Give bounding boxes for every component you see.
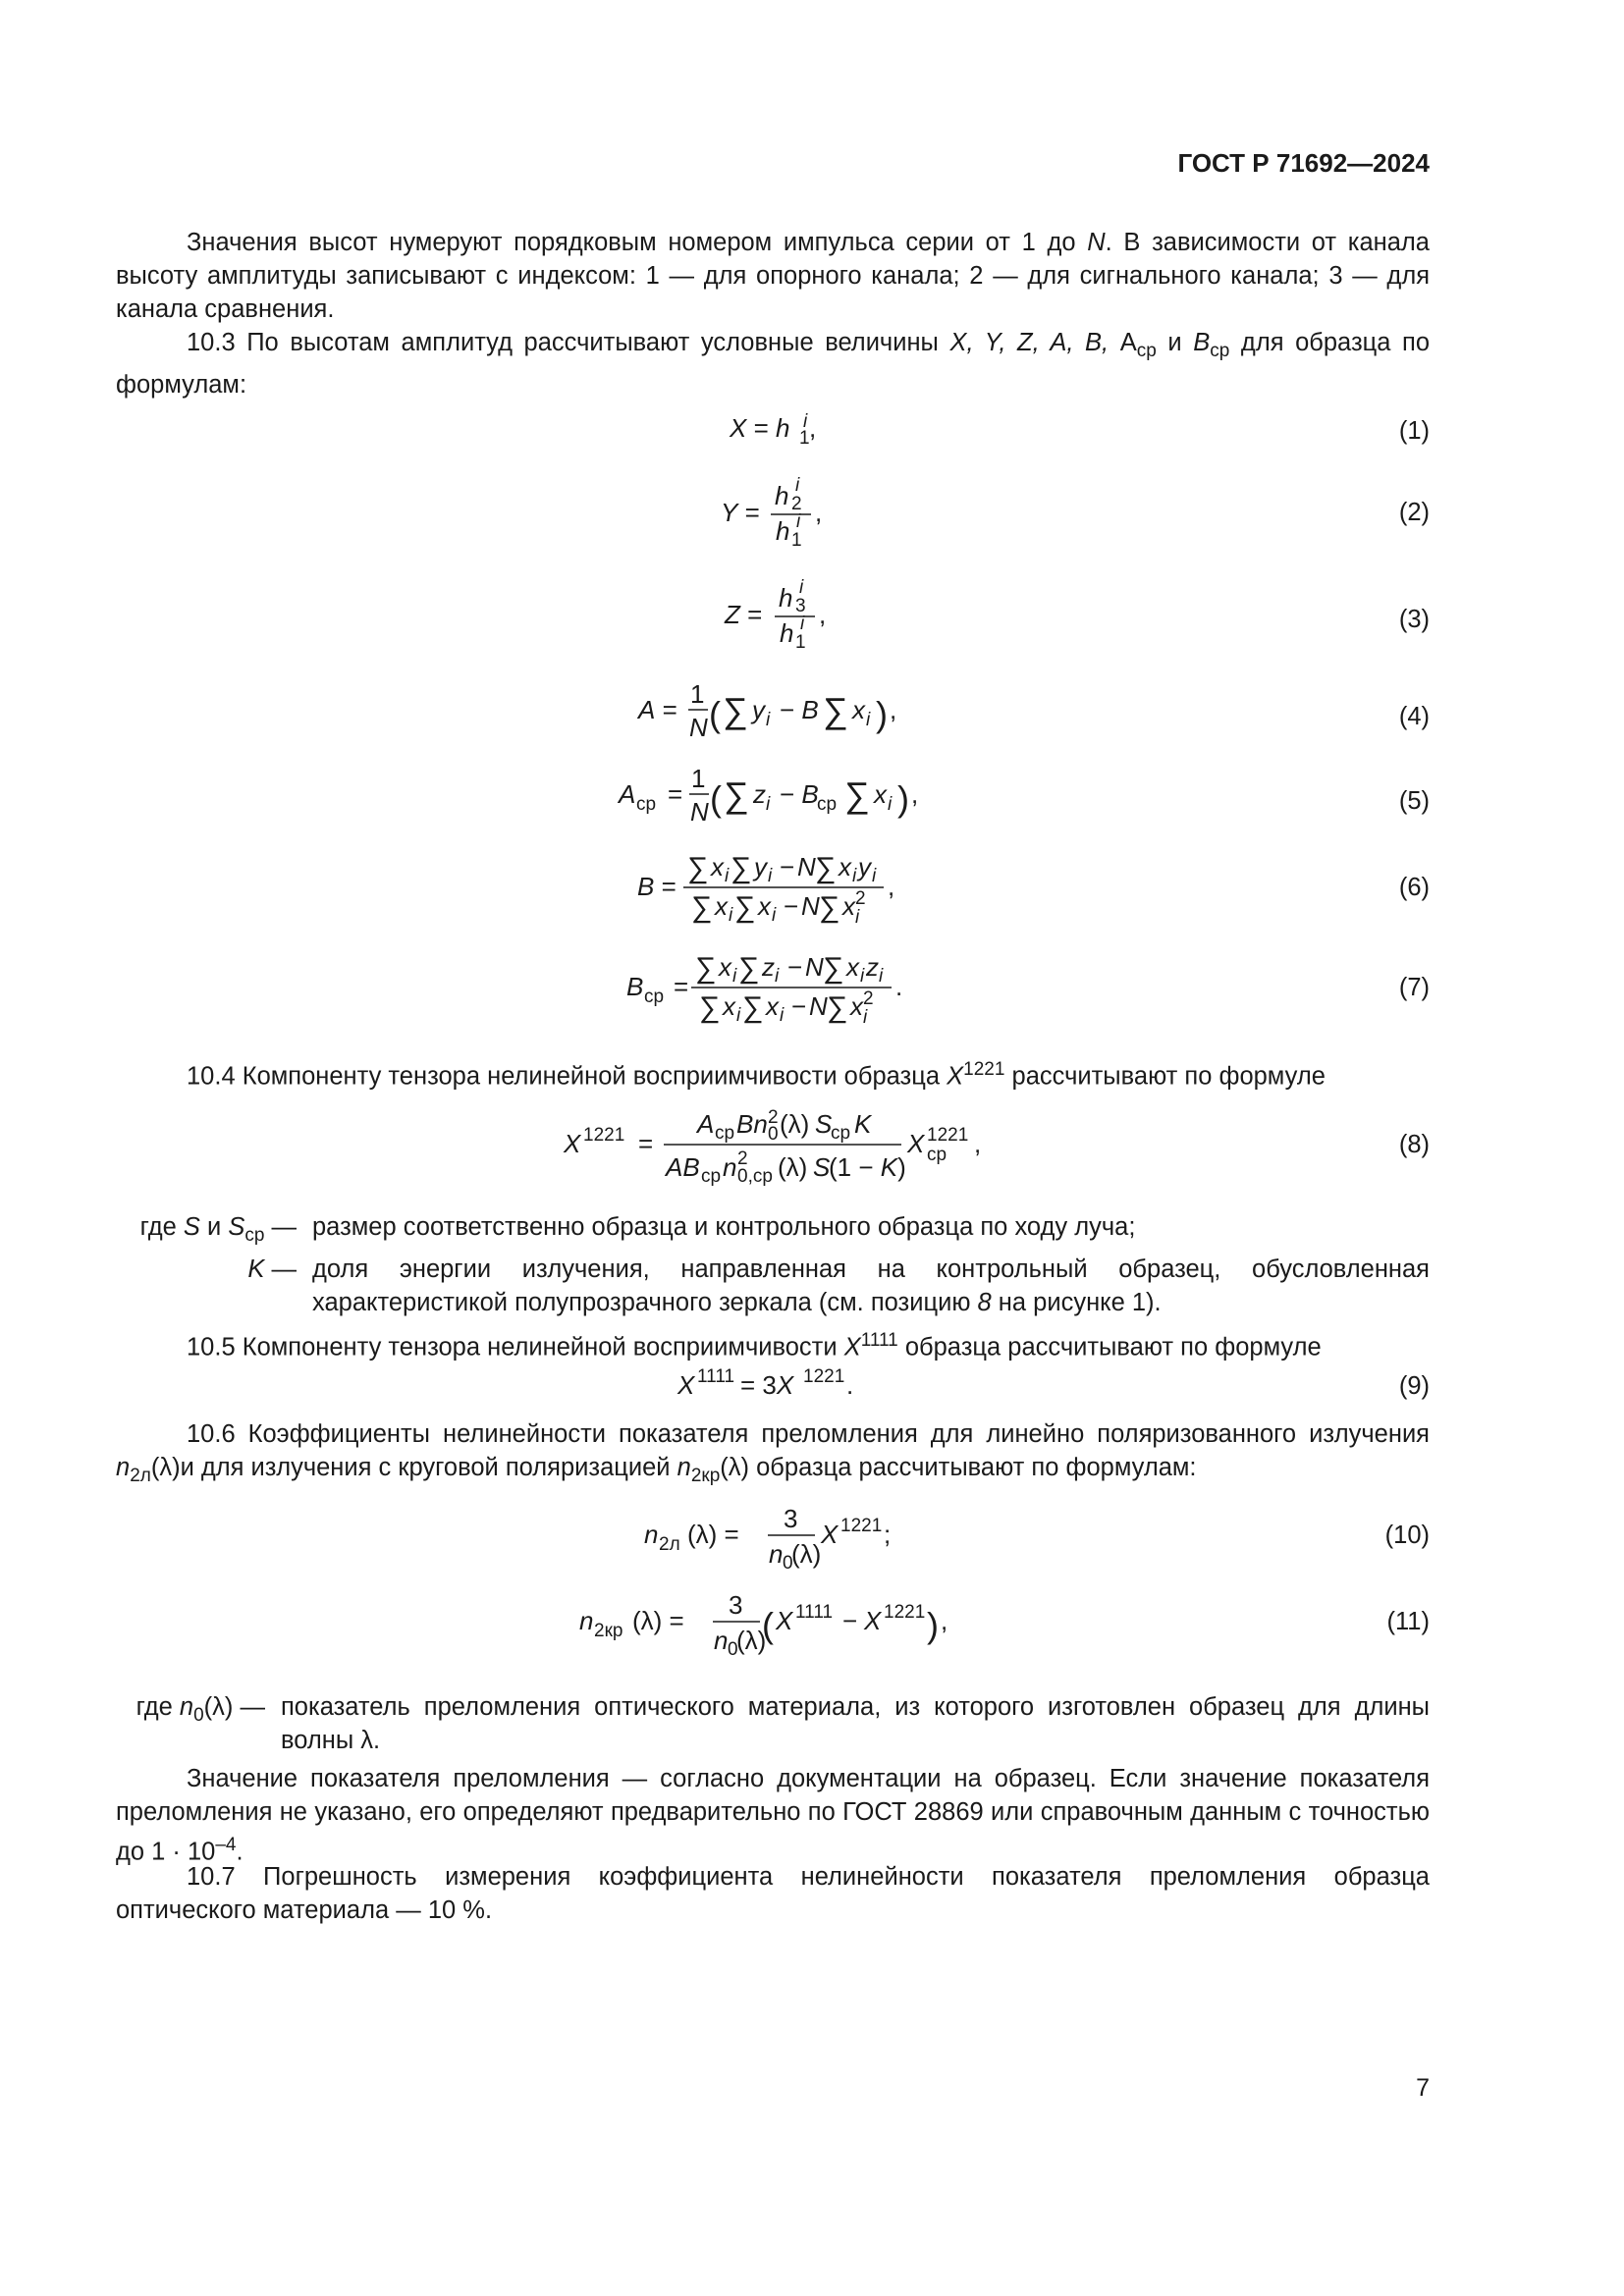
svg-text:3: 3 [784, 1504, 798, 1533]
svg-text:i: i [855, 907, 860, 928]
svg-text:x: x [723, 991, 735, 1021]
svg-text:N: N [801, 891, 820, 921]
svg-text:0: 0 [728, 1639, 738, 1660]
svg-text:i: i [766, 794, 771, 815]
equation-7 [116, 946, 1430, 1029]
paragraph-10-7: 10.7 Погрешность измерения коэффициента нелинейности показателя преломления образца оптического материала — 10 %. [116, 1863, 1430, 1924]
svg-text:i: i [803, 411, 808, 432]
equation-number: (1) [1398, 417, 1430, 445]
svg-text:n: n [714, 1626, 729, 1655]
svg-text:1111: 1111 [697, 1366, 735, 1387]
where-text: показатель преломления оптического материала, из которого изготовлен образец для длины волны λ. [281, 1693, 1430, 1754]
svg-text:∑: ∑ [691, 891, 713, 924]
svg-text:x: x [846, 952, 859, 982]
svg-text:∑: ∑ [827, 991, 848, 1024]
svg-text:i: i [725, 866, 730, 886]
equation-3 [116, 579, 1430, 658]
where-text: доля энергии излучения, направленная на контрольный образец, обусловленная характеристикой полупрозрачного зеркала (см. позицию 8 на рисунке 1). [312, 1255, 1430, 1317]
svg-text:,: , [890, 695, 897, 724]
svg-text:X: X [821, 1520, 839, 1549]
svg-text:h: h [779, 583, 793, 613]
svg-text:.: . [895, 972, 903, 1001]
svg-text:=: = [638, 1129, 654, 1158]
svg-text:(: ( [762, 1605, 774, 1645]
svg-text:i: i [879, 966, 884, 987]
svg-text:): ) [927, 1605, 939, 1645]
svg-text:X: X [677, 1370, 695, 1400]
svg-text:i: i [800, 614, 805, 634]
where-label: где $n_0(\lambda)$ — [135, 1693, 265, 1727]
svg-text:−: − [784, 891, 799, 921]
svg-text:N: N [805, 952, 824, 982]
svg-text:A =: A = [638, 695, 677, 724]
svg-text:,: , [815, 498, 823, 527]
svg-text:3: 3 [795, 596, 806, 616]
svg-text:i: i [888, 794, 893, 815]
svg-text:ср: ср [715, 1123, 735, 1144]
svg-text:i: i [799, 577, 804, 598]
svg-text:∑: ∑ [723, 690, 748, 730]
svg-text:i: i [795, 475, 800, 496]
paragraph-intro: Значения высот нумеруют порядковым номером импульса серии от 1 до N. В зависимости от канала высоту амплитуды записывают с индексом: 1 — для опорного канала; 2 — для сигнального канала; 3 — для канала сравнения. [116, 229, 1430, 323]
svg-text:1221: 1221 [927, 1125, 969, 1146]
svg-text:1: 1 [795, 632, 806, 653]
where-block-2 [116, 1690, 1430, 1757]
svg-text:,: , [809, 413, 817, 443]
svg-text:S: S [815, 1109, 833, 1139]
svg-text:∑: ∑ [844, 774, 870, 815]
svg-text:h: h [780, 618, 794, 648]
svg-text:ср: ср [636, 794, 657, 815]
equation-number: (10) [1384, 1522, 1430, 1549]
svg-text:∑: ∑ [724, 774, 749, 815]
svg-text:∑: ∑ [687, 852, 709, 884]
svg-text:i: i [852, 866, 857, 886]
svg-text:1: 1 [691, 764, 706, 793]
where-text: размер соответственно образца и контрольного образца по ходу луча; [312, 1213, 1136, 1241]
equation-number: (5) [1398, 787, 1430, 815]
svg-text:ср: ср [701, 1166, 722, 1187]
svg-text:i: i [768, 866, 773, 886]
svg-text:n: n [769, 1539, 784, 1569]
svg-text:0,ср: 0,ср [737, 1166, 773, 1187]
svg-text:K: K [854, 1109, 872, 1139]
svg-text:x: x [758, 891, 771, 921]
svg-text:Y =: Y = [721, 498, 760, 527]
svg-text:X = h: X = h [730, 413, 790, 443]
svg-text:N: N [689, 713, 708, 742]
svg-text:;: ; [884, 1520, 892, 1549]
svg-text:∑: ∑ [731, 852, 752, 884]
svg-text:AB: AB [666, 1152, 700, 1182]
svg-text:y: y [858, 852, 871, 881]
svg-text:∑: ∑ [815, 852, 837, 884]
svg-text:(λ): (λ) [791, 1539, 822, 1569]
svg-text:2кр: 2кр [594, 1621, 623, 1641]
svg-text:S: S [813, 1152, 831, 1182]
equation-number: (4) [1398, 703, 1430, 730]
svg-text:(λ) =: (λ) = [632, 1606, 684, 1635]
where-label: где S и $S_{ср}$ — [139, 1213, 297, 1247]
svg-text:1: 1 [690, 679, 705, 709]
svg-text:i: i [766, 710, 771, 730]
where-row-k [116, 1253, 1430, 1319]
svg-text:x: x [850, 991, 863, 1021]
svg-text:(1 − K): (1 − K) [829, 1152, 906, 1182]
svg-text:i: i [780, 1005, 785, 1026]
svg-text:2: 2 [737, 1148, 748, 1169]
svg-text:y: y [754, 852, 767, 881]
svg-text:A: A [697, 1109, 715, 1139]
equation-10 [116, 1500, 1430, 1578]
equation-number: (3) [1398, 606, 1430, 633]
svg-text:i: i [860, 966, 865, 987]
svg-text:0: 0 [783, 1553, 793, 1574]
svg-text:Bn: Bn [736, 1109, 768, 1139]
svg-text:ср: ср [927, 1145, 947, 1165]
equation-number: (7) [1398, 974, 1430, 1001]
paragraph-10-3: 10.3 По высотам амплитуд рассчитывают условные величины X, Y, Z, A, B, $А_{ср}$ и $B_{ср}$ для образца по формулам: [116, 329, 1431, 400]
paragraph-10-5: 10.5 Компоненту тензора нелинейной восприимчивости $X^{1111}$ образца рассчитывают по формуле [187, 1330, 1322, 1362]
svg-text:n: n [723, 1152, 737, 1182]
svg-text:X: X [864, 1606, 882, 1635]
svg-text:i: i [772, 905, 777, 926]
svg-text:i: i [863, 1007, 868, 1028]
equation-number: (9) [1398, 1372, 1430, 1400]
svg-text:z: z [866, 952, 879, 982]
svg-text:,: , [911, 779, 919, 809]
svg-text:z: z [753, 779, 766, 809]
svg-text:1221: 1221 [803, 1366, 845, 1387]
svg-text:i: i [732, 966, 737, 987]
where-row-s [116, 1210, 1430, 1253]
svg-text:x: x [842, 891, 855, 921]
where-label: K — [247, 1255, 297, 1284]
svg-text:∑: ∑ [823, 690, 848, 730]
svg-text:): ) [876, 694, 888, 734]
svg-text:B: B [626, 972, 644, 1001]
svg-text:(λ): (λ) [780, 1109, 810, 1139]
svg-text:X: X [907, 1129, 925, 1158]
svg-text:,: , [974, 1129, 982, 1158]
svg-text:,: , [941, 1606, 948, 1635]
svg-text:,: , [888, 872, 895, 901]
svg-text:1: 1 [799, 428, 810, 449]
svg-text:−: − [842, 1606, 858, 1635]
svg-text:B =: B = [637, 872, 677, 901]
svg-text:ср: ср [817, 794, 838, 815]
svg-text:i: i [775, 966, 780, 987]
svg-text:N: N [809, 991, 828, 1021]
svg-text:X: X [564, 1129, 581, 1158]
svg-text:i: i [866, 710, 871, 730]
svg-text:z: z [762, 952, 775, 982]
paragraph-10-4: 10.4 Компоненту тензора нелинейной восприимчивости образца $X^{1221}$ рассчитывают по формуле [187, 1059, 1326, 1091]
svg-text:1: 1 [791, 530, 802, 551]
svg-text:N: N [690, 797, 709, 827]
svg-text:i: i [736, 1005, 741, 1026]
equation-number: (11) [1386, 1608, 1430, 1635]
svg-text:1221: 1221 [583, 1125, 625, 1146]
svg-text:n: n [644, 1520, 659, 1549]
svg-text:Z =: Z = [725, 600, 763, 629]
svg-text:2л: 2л [659, 1534, 680, 1555]
svg-text:.: . [846, 1370, 854, 1400]
equation-number: (6) [1398, 874, 1430, 901]
paragraph-refractive-index: Значение показателя преломления — согласно документации на образец. Если значение показателя преломления не указано, его определяют предварительно по ГОСТ 28869 или справочным данным с точностью до $1 \cdot 10^{-4}$. [116, 1765, 1430, 1866]
where-row-n0 [116, 1690, 1430, 1757]
svg-text:N: N [797, 852, 816, 881]
equation-9 [116, 1366, 1430, 1406]
equation-number: (2) [1398, 499, 1430, 526]
svg-text:−: − [780, 852, 795, 881]
svg-text:∑: ∑ [823, 952, 844, 985]
equation-5 [116, 764, 1430, 827]
svg-text:=: = [668, 779, 683, 809]
svg-text:=: = [674, 972, 689, 1001]
svg-text:2: 2 [768, 1107, 779, 1128]
svg-text:x: x [719, 952, 731, 982]
svg-text:2: 2 [791, 494, 802, 514]
equation-1 [116, 410, 1430, 450]
paragraph-10-6: 10.6 Коэффициенты нелинейности показателя преломления для линейно поляризованного излучения $n_{2л}(\lambda)и$ для излучения с круговой поляризацией $n_{2кр}(\lambda)$ образца рассчитывают по формулам: [116, 1420, 1430, 1487]
equation-11 [116, 1586, 1430, 1665]
svg-text:y: y [752, 695, 765, 724]
svg-text:∑: ∑ [734, 891, 756, 924]
svg-text:x: x [711, 852, 724, 881]
svg-text:x: x [874, 779, 887, 809]
equation-4 [116, 679, 1430, 742]
where-block-1 [116, 1210, 1430, 1319]
svg-text:0: 0 [768, 1124, 779, 1145]
document-header: ГОСТ Р 71692—2024 [1177, 148, 1430, 178]
svg-text:x: x [715, 891, 728, 921]
svg-text:∑: ∑ [699, 991, 721, 1024]
svg-text:∑: ∑ [819, 891, 840, 924]
svg-text:h: h [776, 516, 790, 546]
equation-8 [116, 1103, 1430, 1190]
svg-text:= 3X: = 3X [740, 1370, 794, 1400]
svg-text:ср: ср [831, 1123, 851, 1144]
svg-text:i: i [729, 905, 733, 926]
svg-text:− B: − B [780, 779, 819, 809]
svg-text:): ) [897, 778, 909, 819]
svg-text:1221: 1221 [840, 1516, 883, 1536]
svg-text:(λ): (λ) [736, 1626, 767, 1655]
svg-text:−: − [787, 952, 803, 982]
svg-text:(λ) =: (λ) = [687, 1520, 739, 1549]
equation-6 [116, 846, 1430, 929]
svg-text:3: 3 [729, 1590, 743, 1620]
svg-text:x: x [766, 991, 779, 1021]
svg-text:1221: 1221 [884, 1602, 926, 1623]
svg-text:x: x [839, 852, 851, 881]
svg-text:x: x [852, 695, 865, 724]
svg-text:− B: − B [780, 695, 819, 724]
svg-text:h: h [775, 481, 789, 510]
svg-text:i: i [796, 511, 801, 532]
svg-text:∑: ∑ [738, 952, 760, 985]
svg-text:∑: ∑ [695, 952, 717, 985]
svg-text:−: − [791, 991, 807, 1021]
svg-text:X: X [776, 1606, 793, 1635]
svg-text:A: A [619, 779, 636, 809]
svg-text:1111: 1111 [795, 1602, 834, 1623]
svg-text:∑: ∑ [742, 991, 764, 1024]
svg-text:(: ( [710, 778, 722, 819]
equation-2 [116, 477, 1430, 556]
equation-number: (8) [1398, 1131, 1430, 1158]
svg-text:2: 2 [863, 988, 874, 1009]
svg-text:(λ): (λ) [778, 1152, 808, 1182]
page-number: 7 [1416, 2074, 1430, 2102]
svg-text:i: i [872, 866, 877, 886]
svg-text:2: 2 [855, 888, 866, 909]
svg-text:,: , [819, 600, 827, 629]
svg-text:n: n [579, 1606, 594, 1635]
svg-text:ср: ср [644, 987, 665, 1007]
svg-text:(: ( [709, 694, 721, 734]
